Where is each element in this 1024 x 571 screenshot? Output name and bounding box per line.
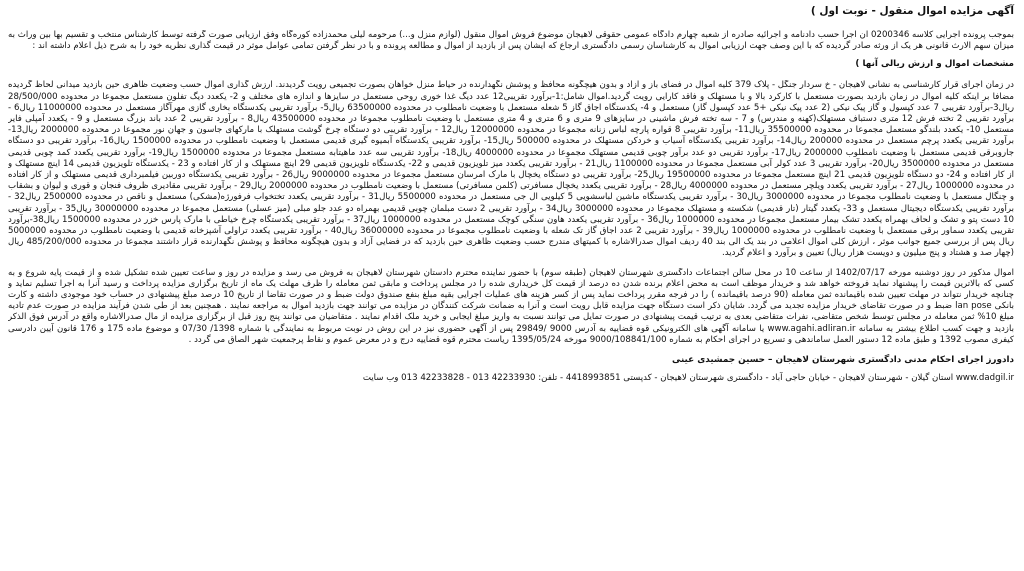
- signature-line: دادورز اجرای احکام مدنی دادگستری شهرستان لاهیجان – حسین جمشیدی عینی: [672, 355, 1014, 366]
- property-specs-heading: مشخصات اموال و ارزش ریالی آنها ): [855, 59, 1014, 70]
- intro-paragraph: بموجب پرونده اجرایی کلاسه 0200346 ان اجرا حسب دادنامه و اجرائیه صادره از شعبه چهارم دادگاه عمومی حقوقی لاهیجان موضوع فروش اموال منقول (لوازم منزل و...) مرحومه لیلی محمدزاده کوره‌گاه وفق ارزیابی صورت گرفته توسط کارشناس منتخب و تقسیم بها بین وراث به میزان سهم الارث قانونی هر یک از ورثه صادر گردیده که با این وصف جهت ارزیابی اموال به کارشناسان رسمی دادگستری ارجاع که ایشان پس از بازدید از اموال و مطالعه پرونده و با در نظر گرفتن تمامی عوامل موثر در قیمت گذاری نظریه خود را به شرح ذیل اعلام داشته اند :: [8, 30, 1014, 52]
- notice-title: آگهی مزایده اموال منقول - نوبت اول ): [810, 5, 1014, 17]
- property-list-paragraph: در زمان اجرای قرار کارشناسی به نشانی لاهیجان - خ سردار جنگل - پلاک 379 کلیه اموال در فضای باز و آزاد و بدون هیچگونه محافظ و پوشش نگهدارنده در حیاط منزل خواهان بصورت تجمیعی رویت گردیدند. ارزش گذاری اموال حسب وضعیت ظاهری حین بازدید میدانی لحاظ گردیده مضافا بر اینکه کلیه اموال در زمان بازدید بصورت مستعمل با کارکرد بالا و با مستهلک و فاقد کارایی رویت گردید.اموال شامل:1-برآورد تقریبی12 عدد دیگ غذا خوری روحی مستعمل در سایزها و اندازه های مختلف و 2- یکعدد دیگ تفلون مستعمل مجموعا در محدوده 28/500/000 ریال3-برآورد تقریبی 7 عدد کپسول و گاز پیک نیکی (2 عدد پیک نیکی +5 عدد کپسول گاز) مستعمل و 4- یکدستگاه اجاق گاز 5 شعله مستعمل با وضعیت نامطلوب در محدوده 63500000 ریال5- برآورد تقریبی یکدستگاه بخاری گازی مهرآگاز مستعمل در محدوده 11000000 ریال6 - برآورد تقریبی 2 تخته فرش 12 متری دستباف مستهلک(کهنه و مندرس) و 7 - سه تخته فرش ماشینی در سایزهای 9 متری و 6 متری و 4 متری مستعمل با وضعیت نامطلوب مجموعا در محدوده 43500000 ریال8 - برآورد تقریبی 2 عدد باند بزرگ مستعمل و 9 - یکعدد آمپلی فایر مستعمل 10- یکعدد بلندگو مستعمل مجموعا در محدوده 35500000 ریال11- برآورد تقریبی 8 قواره پارچه لباس زنانه مجموعا در محدوده 12000000 ریال12 - برآورد تقریبی دو دستگاه چرخ گوشت مستهلک با مارکهای جاسون و جهان نور مجموعا در محدوده 2000000 ریال13- برآورد تقریبی یکعدد پرچم مستعمل در محدوده 200000 ریال14- برآورد تقریبی یکدستگاه آسیاب و خردکن مستهلک در محدوده 500000 ریال15- برآورد تقریبی یکدستگاه آبمیوه گیری قدیمی مستعمل با وضعیت نامطلوب در محدوده 1500000 ریال16- برآورد تقریبی دو دستگاه جاروبرقی قدیمی مستعمل با وضعیت نامطلوب 2000000 ریال17- برآورد تقریبی دو عدد برآور چوبی قدیمی مستهلک مجموعا در محدوده 4000000 ریال18- برآورد تقریبی سه عدد ماهیتابه مستعمل مجموعا در محدوده 1500000 ریال19- برآورد تقریبی یکعدد کمد چوبی قدیمی مستعمل در محدوده 3500000 ریال20- برآورد تقریبی 3 عدد کولر آبی مستعمل مجموعا در محدوده 1100000 ریال21 - برآورد تقریبی یکعدد میز تلویزیون قدیمی و 22- یکدستگاه تلویزیون قدیمی 29 اینچ مستهلک و از کار افتاده و 23 - یکدستگاه تلویزیون قدیمی 14 اینچ مستهلک و از کار افتاده و 24- دو دستگاه تلویزیون قدیمی 21 اینچ مستعمل مجموعا در محدوده 19500000 ریال25- برآورد تقریبی دو دستگاه یخچال با مارک امرسان مستعمل مجموعا در محدوده 9000000 ریال26 - برآورد تقریبی یکدستگاه دوربین فیلمبرداری قدیمی مستهلک و از کار افتاده در محدوده 1000000 ریال27 - برآورد تقریبی یکعدد ویلچر مستعمل در محدوده 4000000 ریال28 - برآورد تقریبی یکعدد یخچال مسافرتی (کلمن مسافرتی) مستعمل با وضعیت نامطلوب در محدوده 2000000 ریال29 - برآورد تقریبی مقادیری ظروف فنجان و قوری و لیوان و بشقاب و چنگال مستعمل با وضعیت نامطلوب مجموعا در محدوده 3000000 ریال30 - برآورد تقریبی یکدستگاه ماشین لباسشویی 5 کیلویی ال جی مستعمل در محدوده 5500000 ریال31 - برآورد تقریبی یکعدد تختخواب فرفورژه(مشکی) مستعمل و ناقص در محدوده 2500000 ریال32 - برآورد تقریبی یکدستگاه دیجیتال مستعمل و 33- یکعدد گیتار (تار قدیمی) شکسته و مستهلک مجموعا در محدوده 3000000 ریال34 - برآورد تقریبی 2 دست مبلمان چوبی قدیمی بهمراه دو عدد جلو مبلی (میز عسلی) مستعمل مجموعا در محدوده 30000000 ریال35 - برآورد تقریبی 10 دست پتو و تشک و لحاف بهمراه یکعدد تشک بیمار مستعمل مجموعا در محدوده 1000000 ریال36 - برآورد تقریبی یکعدد هاون سنگی کوچک مستعمل در محدوده 1000000 ریال37 - برآورد تقریبی یکدستگاه چرخ خیاطی با مارک پارس خزر در محدوده 1500000 ریال38-برآورد تقریبی یکعدد سماور برقی مستعمل با وضعیت نامطلوب در محدوده 1000000 ریال39 - برآورد تقریبی 2 عدد اجاق گاز تک شعله با وضعیت نامطلوب مجموعا در محدوده 36000000 ریال40 - برآورد تقریبی یکعدد تراولی آشپزخانه قدیمی با وضعیت نامطلوب در محدوده 5000000 ریال پس از بررسی جمیع جوانب موثر ، ارزش کلی اموال اعلامی در بند یک الی بند 40 ردیف اموال صدرالاشاره با کمیتهای مندرج حسب وضعیت ظاهری حین بازدید که در فضایی آزاد و بدون هیچگونه محافظ و پوشش نگهدارنده قرار داشتند مجموعا در محدوده 485/200/000 ریال (چهار صد و هشتاد و پنج میلیون و دویست هزار ریال) تعیین و برآورد و اعلام گردید.: [8, 80, 1014, 259]
- auction-terms-paragraph: اموال مذکور در روز دوشنبه مورخه 1402/07/17 از ساعت 10 در محل سالن اجتماعات دادگستری شهرستان لاهیجان (طبقه سوم) با حضور نماینده محترم دادستان شهرستان لاهیجان به فروش می رسد و مزایده در روز و ساعت تعیین شده تشکیل شده و از قیمت پایه شروع و به کسی که بالاترین قیمت را پیشنهاد نماید فروخته خواهد شد و خریدار موظف است به محض اعلام برنده شدن ده درصد از قیمت کل خریداری شده را در مجلس پرداخت و مابقی ثمن معامله را ظرف مهلت یک ماه از تاریخ برگزاری مزایده پرداخت و رسید آنرا به اجرا تسلیم نماید و چنانچه خریدار نتواند در مهلت تعیین شده باقیمانده ثمن معامله (90 درصد باقیمانده ) را در فرجه مقرر پرداخت نماید پس از کسر هزینه های عملیات اجرایی بقیه مبلغ بنفع صندوق دولت ضبط و در صورت تقاضا از تاریخ 10 درصد مبلغ پیشنهادی در حساب خود موجودی داشته و کارت بانکی lan pose ضبط و در صورت تقاضای خریدار مزایده تجدید می گردد. شایان ذکر است دستگاه جهت مزایده قابل رویت است و آنرا به ضمانت شرکت کنندگان در مزایده می توانند جهت بازدید اموال به مراجعه نمایند . همچنین بعد از طی شدن فرآیند مزایده در صورت عدم تادیه مبلغ 10% ثمن معامله در مجلس توسط شخص متقاضی، نفرات متقاضی بعدی به ترتیب قیمت پیشنهادی در صورت تمایل می توانند نسبت به واریز مبلغ ایجابی و خرید ملک اقدام نمایند . متقاضیان می توانند پنج روز قبل از برگزاری مزایده از مال صدرالاشاره واقع در آدرس فوق الذکر بازدید و جهت کسب اطلاع بیشتر به سامانه www.agahi.adliran.ir یا سامانه آگهی های الکترونیکی قوه قضاییه به آدرس 9000 /29849 پس از آگهی حضوری نیز در این روش در نوبت مربوط به نمایندگی با شماره 1398/ 07/30 و موضوع ماده 175 و 176 قانون آیین دادرسی کیفری مصوب 1392 و طبق ماده 12 دستور العمل ساماندهی و تسریع در اجرای احکام به شماره 9000/108841/100 مورخه 1395/05/24 ریاست محترم قوه قضاییه درج و در معرض عموم و نقاط پرجمعیت شهر الصاق می گردد .: [8, 267, 1014, 345]
- contact-footer: www.dadgil.ir استان گیلان - شهرستان لاهیجان - خیابان حاجی آباد - دادگستری شهرستان لاهیجان - کدپستی 4418993851 - تلفن: 42233930 013 - 42233828 013 وب سایت: [362, 373, 1014, 384]
